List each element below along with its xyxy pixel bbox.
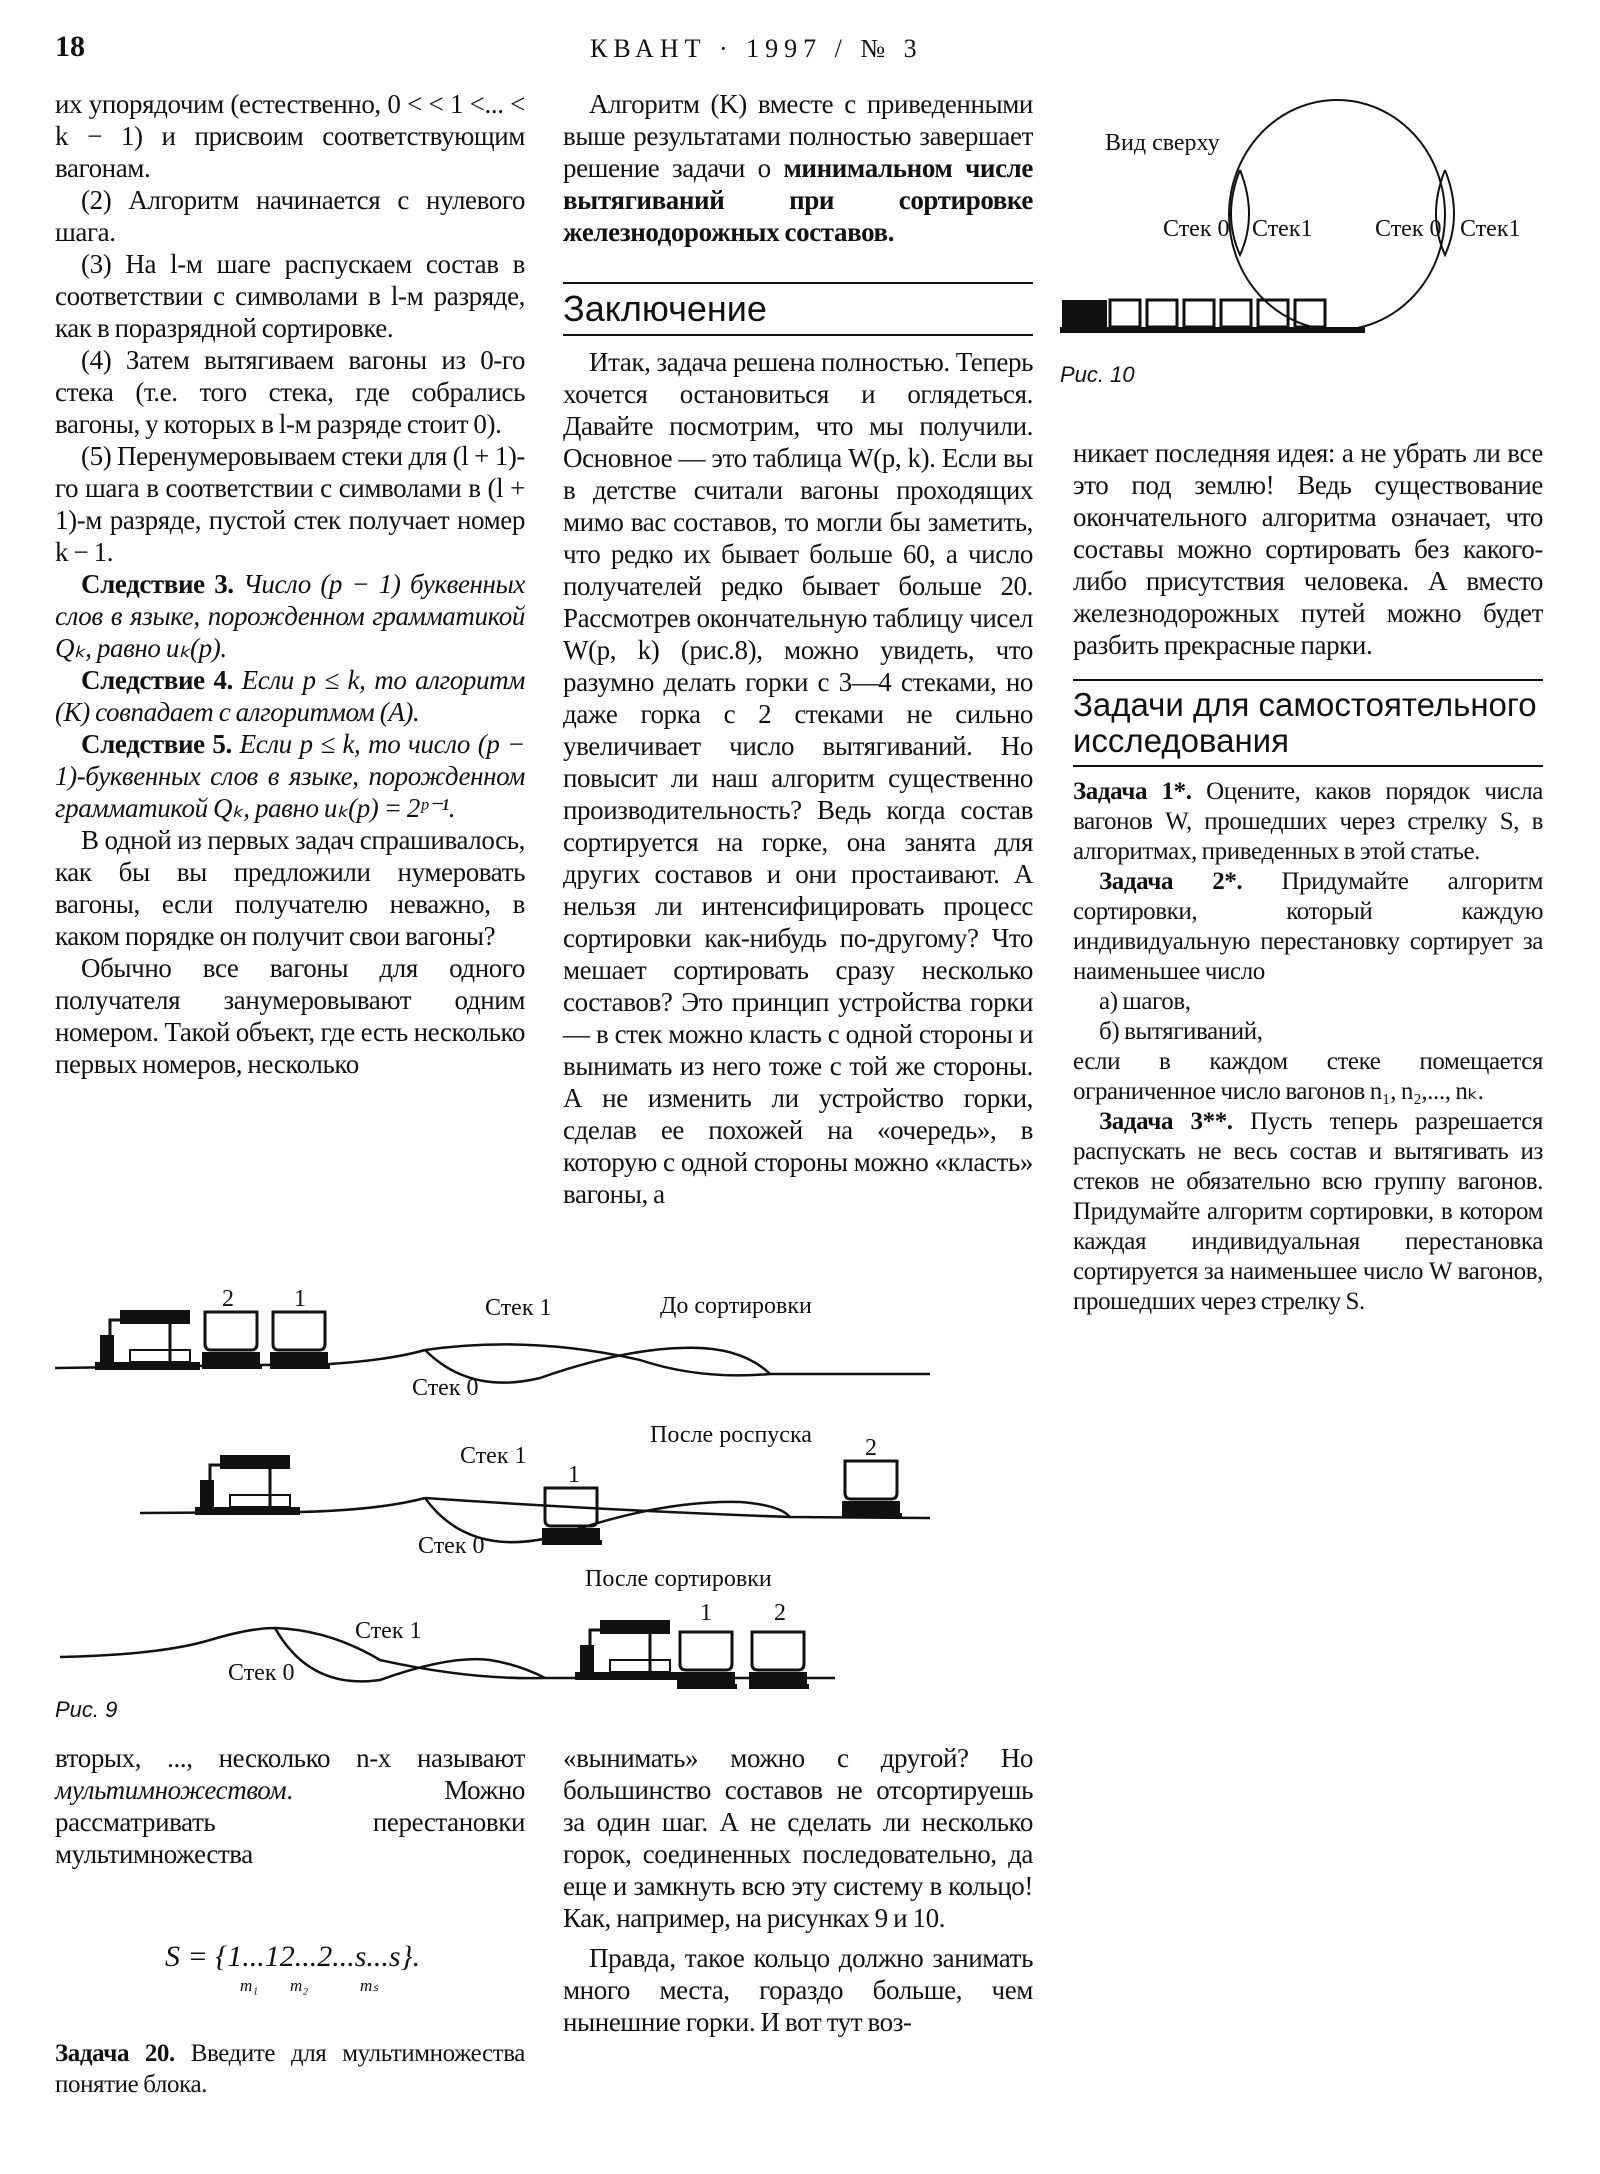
section-heading: Задачи для самостоятельного исследования bbox=[1073, 679, 1543, 767]
ring-track bbox=[1229, 100, 1445, 330]
task-1 bbox=[1073, 777, 1543, 867]
task-3 bbox=[1073, 1107, 1543, 1317]
formula-text: S = {1...12...2...s...s}. bbox=[165, 1940, 421, 1973]
wagon-label: 1 bbox=[294, 1286, 306, 1312]
task-2-option-a: а) шагов, bbox=[1099, 988, 1191, 1015]
paragraph: никает последняя идея: а не убрать ли все это под землю! Ведь существование окончательного алгоритма означает, что составы можно сортировать без какого-либо присутствия человека. А вместо железнодорожных путей можно будет разбить прекрасные парки. bbox=[1073, 438, 1543, 660]
page-number: 18 bbox=[55, 30, 85, 63]
paragraph: Итак, задача решена полностью. Теперь хочется остановиться и оглядеться. Давайте посмотрим, что мы получили. Основное — это таблица W(p, k). Если вы в детстве считали вагоны проходящих мимо вас составов, то могли бы заметить, что редко их бывает больше 60, а число получателей редко бывает больше 20. Рассмотрев окончательную таблицу чисел W(p, k) (рис.8), можно увидеть, что разумно делать горки с 3—4 стеками, но даже горка с 2 стеками не сильно увеличивает число вытягиваний. Но повысит ли наш алгоритм существенно производительность? Ведь когда состав сортируется на горке, она занята для других составов и они простаивают. А нельзя ли интенсифицировать процесс сортировки как-нибудь по-другому? Что мешает сортировать сразу несколько составов? Это принцип устройства горки — в стек можно класть с одной стороны и вынимать из него тоже с той же стороны. А не изменить ли устройство горки, сделав ее похожей на «очередь», в которую с одной стороны можно «класть» вагоны, а bbox=[563, 347, 1033, 1209]
locomotive-icon bbox=[575, 1620, 680, 1680]
wagon-icon bbox=[749, 1632, 809, 1689]
paragraph: их упорядочим (естественно, 0 < < 1 <... < k − 1) и присвоим соответствующим вагонам. bbox=[55, 89, 525, 183]
stack0-label: Стек 0 bbox=[228, 1660, 295, 1686]
panel-title: До сортировки bbox=[660, 1293, 812, 1319]
brace-label: mₛ bbox=[360, 1976, 379, 1995]
fig10-stack1-right: Стек1 bbox=[1460, 216, 1521, 242]
multiset-formula bbox=[165, 1940, 420, 2000]
wagon-label: 2 bbox=[222, 1286, 234, 1312]
corollary-5 bbox=[55, 728, 525, 824]
corollary-3 bbox=[55, 568, 525, 664]
corollary-label: Следствие 3. bbox=[81, 569, 234, 599]
wagon-icon bbox=[542, 1488, 602, 1545]
paragraph: (4) Затем вытягиваем вагоны из 0-го стека (т.е. того стека, где собрались вагоны, у которых в l-м разряде стоит 0). bbox=[55, 345, 525, 439]
stack1-label: Стек 1 bbox=[485, 1295, 552, 1321]
stack1-label: Стек 1 bbox=[355, 1618, 422, 1644]
fig9-caption: Рис. 9 bbox=[55, 1697, 118, 1722]
column-3-tasks bbox=[1073, 679, 1543, 1317]
corollary-text: Если p ≤ k, то число (p − 1)-буквенных слов в языке, порожденном грамматикой Qₖ, равно uₖ(p) = 2ᵖ⁻¹. bbox=[55, 729, 525, 823]
bold-text: минимальном числе вытягиваний при сортировке железнодорожных составов. bbox=[563, 153, 1033, 247]
panel-title: После сортировки bbox=[585, 1566, 772, 1592]
panel-title: После роспуска bbox=[650, 1422, 812, 1448]
paragraph: (2) Алгоритм начинается с нулевого шага. bbox=[55, 185, 525, 247]
wagon-label: 1 bbox=[700, 1600, 712, 1626]
figure-10 bbox=[0, 0, 1600, 400]
task-text: Придумайте алгоритм сортировки, который каждую индивидуальную перестановку сортирует за наименьшее число bbox=[1073, 868, 1543, 985]
train-icon bbox=[1060, 300, 1365, 333]
stack1-label: Стек 1 bbox=[460, 1443, 527, 1469]
task-2 bbox=[1073, 867, 1543, 987]
paragraph bbox=[55, 2038, 525, 2100]
paragraph: Обычно все вагоны для одного получателя занумеровывают одним номером. Такой объект, где есть несколько первых номеров, несколько bbox=[55, 953, 525, 1079]
locomotive-icon bbox=[95, 1310, 200, 1370]
paragraph: «вынимать» можно с другой? Но большинство составов не отсортируешь за один шаг. А не сделать ли несколько горок, соединенных последовательно, да еще и замкнуть всю эту систему в кольцо! Как, например, на рисунках 9 и 10. bbox=[563, 1743, 1033, 1933]
paragraph: В одной из первых задач спрашивалось, как бы вы предложили нумеровать вагоны, если получателю неважно, в каком порядке он получит свои вагоны? bbox=[55, 825, 525, 951]
wagon-icon bbox=[202, 1312, 262, 1369]
corollary-text: Если p ≤ k, то алгоритм (K) совпадает с алгоритмом (A). bbox=[55, 665, 525, 727]
task-20 bbox=[55, 2038, 525, 2100]
wagon-icon bbox=[677, 1632, 737, 1689]
wagon-icon bbox=[270, 1312, 330, 1369]
task-text: Пусть теперь разрешается распускать не весь состав и вытягивать из стеков не обязательно всю группу вагонов. Придумайте алгоритм сортировки, в котором каждая индивидуальная перестановка сортируется за наименьшее число W вагонов, прошедших через стрелку S. bbox=[1073, 1108, 1543, 1315]
paragraph: (5) Перенумеровываем стеки для (l + 1)-го шага в соответствии с символами в (l + 1)-м разряде, пустой стек получает номер k − 1. bbox=[55, 441, 525, 567]
task-label: Задача 3**. bbox=[1099, 1108, 1233, 1135]
fig10-stack0-left: Стек 0 bbox=[1163, 216, 1230, 242]
corollary-4 bbox=[55, 664, 525, 728]
corollary-label: Следствие 4. bbox=[81, 665, 233, 695]
task-label: Задача 20. bbox=[55, 2040, 175, 2067]
italic-term: мультимножеством bbox=[55, 1775, 287, 1805]
wagon-label: 2 bbox=[865, 1435, 877, 1461]
locomotive-icon bbox=[195, 1455, 300, 1515]
paragraph: Правда, такое кольцо должно занимать много места, гораздо больше, чем нынешние горки. И вот тут воз- bbox=[563, 1943, 1033, 2037]
journal-header: КВАНТ · 1997 / № 3 bbox=[590, 34, 923, 63]
task-text: Оцените, каков порядок числа вагонов W, прошедших через стрелку S, в алгоритмах, приведенных в этой статье. bbox=[1073, 778, 1543, 865]
paragraph: (3) На l-м шаге распускаем состав в соответствии с символами в l-м разряде, как в поразрядной сортировке. bbox=[55, 249, 525, 343]
wagon-label: 1 bbox=[568, 1462, 580, 1488]
wagon-label: 2 bbox=[774, 1600, 786, 1626]
fig10-stack0-right: Стек 0 bbox=[1375, 216, 1442, 242]
task-label: Задача 2*. bbox=[1099, 868, 1243, 895]
stack0-label: Стек 0 bbox=[412, 1375, 479, 1401]
bottom-column-2 bbox=[563, 1742, 1033, 2038]
task-2-option-b: б) вытягиваний, bbox=[1099, 1018, 1263, 1045]
fig10-title: Вид сверху bbox=[1105, 130, 1220, 156]
figure-9 bbox=[0, 1270, 1060, 1730]
task-2-end: если в каждом стеке помещается ограниченное число вагонов n₁, n₂,..., nₖ. bbox=[1073, 1048, 1543, 1105]
panel-after-sorting bbox=[60, 1566, 835, 1689]
panel-after-release bbox=[140, 1422, 930, 1559]
text: . Можно рассматривать перестановки мультимножества bbox=[55, 1775, 525, 1869]
text: Алгоритм (K) вместе с приведенными выше результатами полностью завершает решение задачи о bbox=[563, 89, 1033, 183]
brace-label: m₁ bbox=[240, 1976, 259, 1995]
fig10-caption: Рис. 10 bbox=[1060, 362, 1135, 387]
task-text: Введите для мультимножества понятие блока. bbox=[55, 2040, 525, 2098]
wagon-icon bbox=[842, 1461, 902, 1518]
task-label: Задача 1*. bbox=[1073, 778, 1192, 805]
brace-label: m₂ bbox=[290, 1976, 309, 1995]
text: вторых, ..., несколько n-х называют bbox=[55, 1743, 525, 1773]
column-3 bbox=[1073, 437, 1543, 1317]
corollary-text: Число (p − 1) буквенных слов в языке, порожденном грамматикой Qₖ, равно uₖ(p). bbox=[55, 569, 525, 663]
paragraph bbox=[55, 1742, 525, 1870]
stack0-label: Стек 0 bbox=[418, 1533, 485, 1559]
section-heading: Заключение bbox=[563, 282, 1033, 336]
fig10-stack1-left: Стек1 bbox=[1252, 216, 1313, 242]
corollary-label: Следствие 5. bbox=[81, 729, 232, 759]
panel-before-sorting bbox=[55, 1286, 930, 1401]
bottom-column-1 bbox=[55, 1742, 525, 1870]
